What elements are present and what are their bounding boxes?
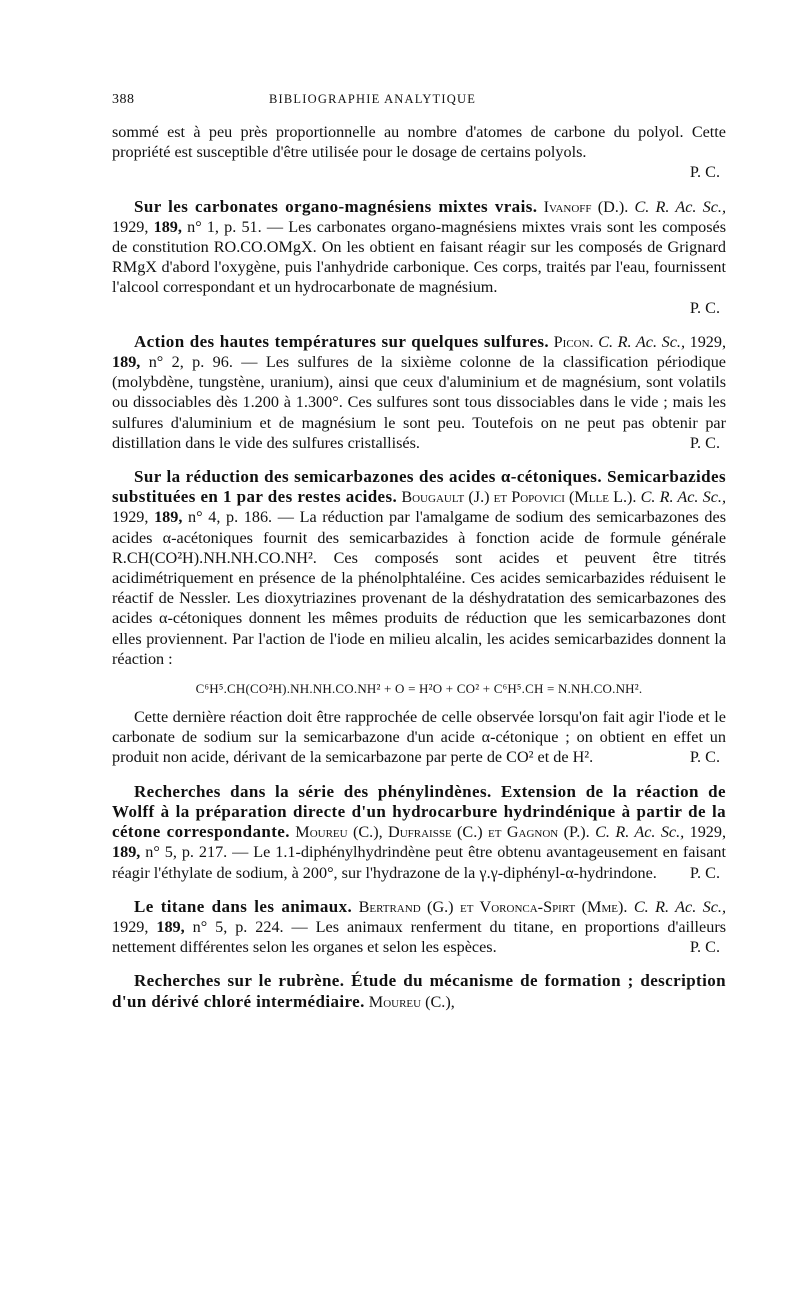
signature: P. C.: [689, 938, 720, 957]
article-ref: n° 5, p. 217. —: [145, 843, 249, 862]
article-volume: 189,: [154, 508, 183, 527]
article-body: Les carbonates organo-magnésiens mixtes vrais sont les composés de constitution RO.CO.OMgX. On les obtient en faisant réagir sur les composés de Grignard RMgX d'abord l'oxygène, puis l'anhydride carbonique. Ces corps, traités par l'eau, fournissent l'alcool correspondant et un hydrocarbonate de magnésium.: [112, 217, 726, 297]
article-body: Les animaux renferment du titane, en proportions d'ailleurs nettement différentes selon les organes et selon les espèces.: [112, 917, 727, 957]
article-journal: C. R. Ac. Sc.,: [633, 897, 727, 916]
article-authors: Ivanoff (D.).: [543, 197, 629, 216]
signature: P. C.: [689, 163, 720, 182]
signature: P. C.: [689, 433, 720, 452]
signature: P. C.: [689, 298, 720, 317]
article-ref: n° 5, p. 224. —: [192, 917, 308, 936]
chemical-formula: C⁶H⁵.CH(CO²H).NH.NH.CO.NH² + O = H²O + CO² + C⁶H⁵.CH = N.NH.CO.NH².: [195, 681, 643, 697]
article-year: 1929,: [112, 217, 149, 236]
signature: P. C.: [689, 863, 720, 882]
article-title: Le titane dans les animaux.: [134, 896, 353, 916]
article-authors: Bertrand (G.) et Voronca-Spirt (Mme).: [358, 897, 628, 916]
article-authors: Picon.: [553, 332, 594, 351]
article-journal: C. R. Ac. Sc.,: [598, 332, 685, 351]
article-entry: [112, 467, 726, 768]
article-authors: Bougault (J.) et Popovici (Mlle L.).: [401, 488, 637, 507]
article-ref: n° 1, p. 51. —: [187, 217, 284, 236]
article-entry: [112, 332, 726, 453]
article-body: La réduction par l'amalgame de sodium des semicarbazones des acides α-acétoniques fournit des semicarbazides à fonction acide de formule générale R.CH(CO²H).NH.NH.CO.NH². Ces composés sont acides et peuvent être titrés acidimétriquement en présence de la phénolphtaléine. Ces acides semicarbazides réduisent le réactif de Nessler. Les dioxytriazines provenant de la déshydratation des semicarbazones des acides α-cétoniques donnent les mêmes produits de réduction que les semicarbazones dont elles proviennent. Par l'action de l'iode en milieu alcalin, les acides semicarbazides donnent la réaction :: [112, 508, 727, 668]
article-entry: [112, 782, 726, 883]
article-year: 1929,: [112, 508, 149, 527]
article-authors: Moureu (C.), Dufraisse (C.) et Gagnon (P.).: [295, 823, 590, 842]
article-body: Les sulfures de la sixième colonne de la classification périodique (molybdène, tungstène, uranium), ainsi que ceux d'aluminium et de magnésium, sont volatils ou dissociables dès 1.200 à 1.300°. Ces sulfures sont tous dissociables dans le vide ; mais les sulfures d'aluminium et de magnésium le sont peu. Toutefois on ne peut pas obtenir par distillation dans le vide des sulfures cristallisés.: [112, 353, 726, 452]
article-title: Sur la réduction des semicarbazones des acides α-cétoniques. Semicarbazides substituées en 1 par des restes acides.: [112, 467, 726, 507]
article-journal: C. R. Ac. Sc.,: [640, 488, 726, 507]
article-title: Recherches dans la série des phénylindènes. Extension de la réaction de Wolff à la préparation directe d'un hydrocarbure hydrindénique à partir de la cétone correspondante.: [112, 781, 726, 842]
article-entry: [112, 971, 726, 1011]
page-header: [112, 92, 726, 108]
article-year: 1929,: [112, 917, 149, 936]
article-year: 1929,: [689, 332, 727, 351]
article-volume: 189,: [112, 843, 141, 862]
article-authors: Moureu (C.),: [368, 992, 455, 1011]
article-body: Le 1.1-diphénylhydrindène peut être obtenu avantageusement en faisant réagir l'éthylate de sodium, à 200°, sur l'hydrazone de la γ.γ-diphényl-α-hydrindone.: [112, 843, 727, 882]
intro-paragraph: [112, 122, 726, 183]
article-title: Sur les carbonates organo-magnésiens mixtes vrais.: [134, 196, 538, 216]
article-title: Recherches sur le rubrène. Étude du mécanisme de formation ; description d'un dérivé chloré intermédiaire.: [112, 971, 726, 1011]
article-ref: n° 4, p. 186. —: [188, 508, 294, 527]
page: [112, 92, 726, 1026]
signature: P. C.: [689, 748, 720, 767]
article-journal: C. R. Ac. Sc.,: [634, 197, 726, 216]
article-body-continued: Cette dernière réaction doit être rapprochée de celle observée lorsqu'on fait agir l'iode et le carbonate de sodium sur la semicarbazone d'un acide α-cétonique ; on obtient en effet un produit non acide, dérivant de la semicarbazone par perte de CO² et de H².: [112, 708, 726, 767]
article-ref: n° 2, p. 96. —: [148, 353, 258, 372]
article-journal: C. R. Ac. Sc.,: [595, 823, 685, 842]
article-year: 1929,: [689, 823, 727, 842]
article-entry: [112, 897, 726, 958]
article-volume: 189,: [112, 353, 141, 372]
page-number: 388: [112, 92, 135, 107]
article-title: Action des hautes températures sur quelques sulfures.: [134, 331, 550, 351]
running-title: BIBLIOGRAPHIE ANALYTIQUE: [269, 92, 477, 106]
article-volume: 189,: [156, 917, 185, 936]
article-volume: 189,: [153, 217, 182, 236]
intro-text: sommé est à peu près proportionnelle au nombre d'atomes de carbone du polyol. Cette propriété est susceptible d'être utilisée pour le dosage de certains polyols.: [112, 123, 726, 162]
article-entry: [112, 197, 726, 318]
